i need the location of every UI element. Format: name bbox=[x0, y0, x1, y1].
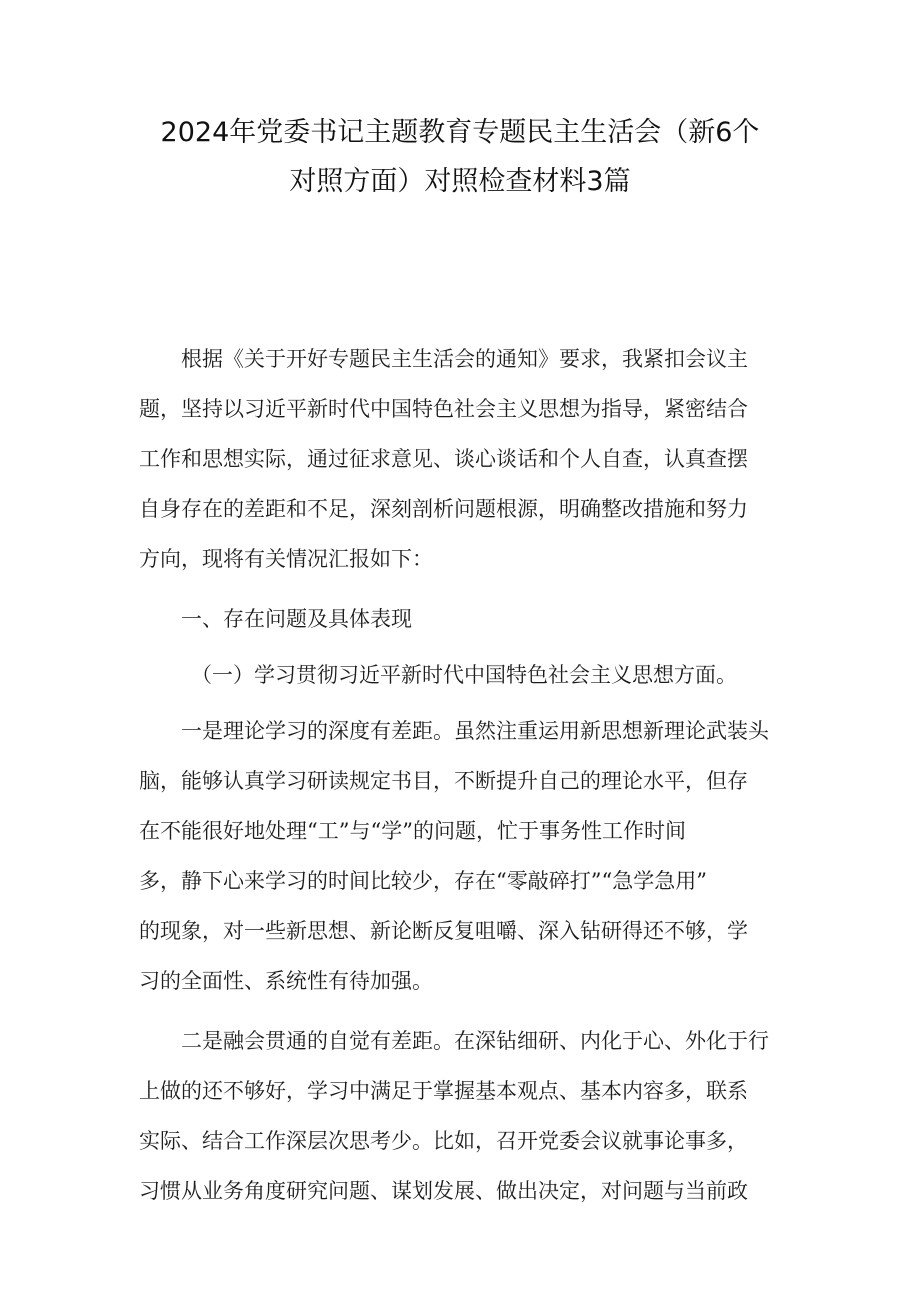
paragraph-line: 上做的还不够好，学习中满足于掌握基本观点、基本内容多，联系 bbox=[139, 1079, 748, 1103]
point-1-paragraph bbox=[139, 706, 779, 1006]
paragraph-line: 实际、结合工作深层次思考少。比如，召开党委会议就事论事多， bbox=[139, 1129, 748, 1153]
paragraph-line: 工作和思想实际，通过征求意见、谈心谈话和个人自查，认真查摆 bbox=[139, 447, 748, 471]
paragraph-line: 根据《关于开好专题民主生活会的通知》要求，我紧扣会议主 bbox=[181, 347, 748, 371]
paragraph-line: 自身存在的差距和不足，深刻剖析问题根源，明确整改措施和努力 bbox=[139, 497, 748, 521]
paragraph-line: 题，坚持以习近平新时代中国特色社会主义思想为指导，紧密结合 bbox=[139, 397, 748, 421]
paragraph-line: 习惯从业务角度研究问题、谋划发展、做出决定，对问题与当前政 bbox=[139, 1179, 748, 1203]
section-heading bbox=[139, 594, 779, 644]
paragraph-line: 一是理论学习的深度有差距。虽然注重运用新思想新理论武装头 bbox=[181, 719, 769, 743]
section-1-heading: 一、存在问题及具体表现 bbox=[181, 607, 412, 631]
document-title bbox=[100, 108, 820, 206]
paragraph-line: 在不能很好地处理“工”与“学”的问题，忙于事务性工作时间 bbox=[139, 819, 686, 843]
paragraph-line: 二是融会贯通的自觉有差距。在深钻细研、内化于心、外化于行 bbox=[181, 1029, 769, 1053]
subsection-heading bbox=[139, 650, 779, 700]
paragraph-line: 脑，能够认真学习研读规定书目，不断提升自己的理论水平，但存 bbox=[139, 769, 748, 793]
paragraph-line: 多，静下心来学习的时间比较少，存在“零敲碎打”“急学急用” bbox=[139, 869, 707, 893]
paragraph-line: 习的全面性、系统性有待加强。 bbox=[139, 969, 433, 993]
paragraph-line: 的现象，对一些新思想、新论断反复咀嚼、深入钻研得还不够，学 bbox=[139, 919, 748, 943]
title-line: 2024年党委书记主题教育专题民主生活会（新6个 bbox=[160, 117, 760, 148]
intro-paragraph bbox=[139, 334, 779, 584]
subsection-1-heading: （一）学习贯彻习近平新时代中国特色社会主义思想方面。 bbox=[191, 663, 737, 687]
paragraph-line: 方向，现将有关情况汇报如下： bbox=[139, 547, 433, 571]
title-line: 对照方面）对照检查材料3篇 bbox=[289, 166, 631, 197]
point-2-paragraph bbox=[139, 1016, 779, 1216]
document-body bbox=[139, 334, 779, 1216]
